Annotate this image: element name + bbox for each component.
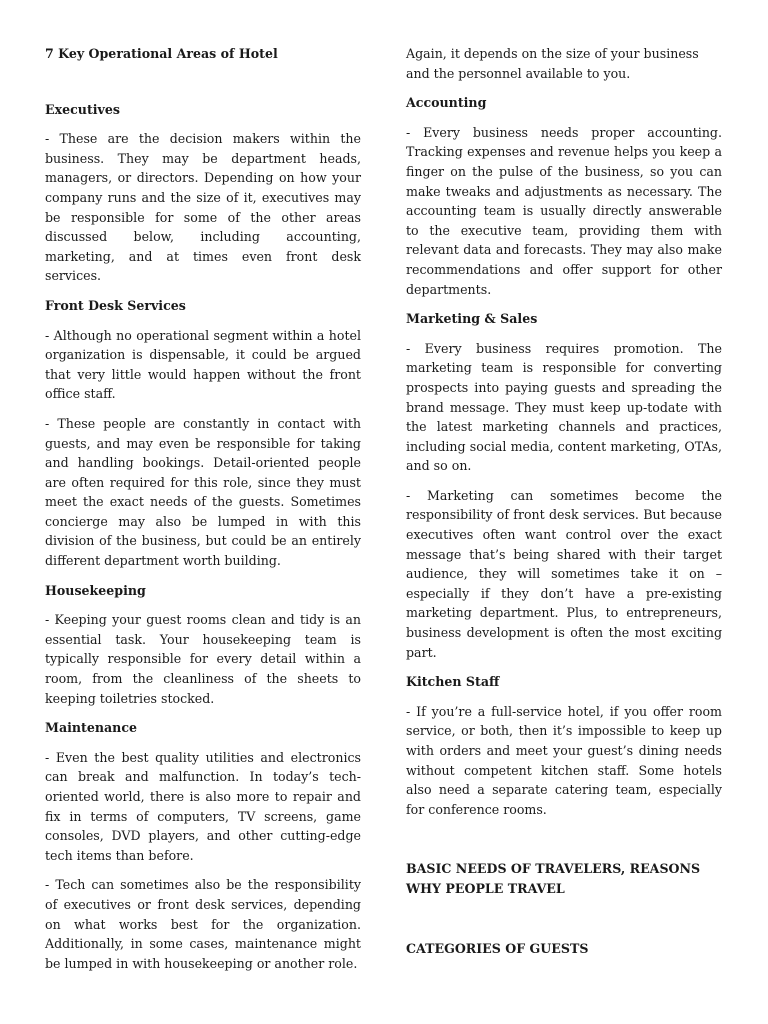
paragraph-maintenance-1: - Even the best quality utilities and electronics can break and malfunction. In today’s tech-oriented world, there is also more to repair and fix in terms of computers, TV screens, game consoles, DVD players, and other cutting-edge tech items than before. [45,749,361,863]
heading-housekeeping: Housekeeping [45,582,146,598]
paragraph-maintenance-2: - Tech can sometimes also be the responsibility of executives or front desk services, depending on what works best for the organization. Additionally, in some cases, maintenance might be lumped in with housekeeping or another role. [45,877,361,971]
heading-basic-needs: BASIC NEEDS OF TRAVELERS, REASONS WHY PEOPLE TRAVEL [406,861,701,896]
spacer [406,829,722,859]
paragraph-marketing-1: - Every business requires promotion. The marketing team is responsible for converting prospects into paying guests and spreading the brand message. They must keep up-todate with the latest marketing channels and practices, including social media, content marketing, OTAs, and so on. [406,340,722,474]
paragraph-executives: - These are the decision makers within the business. They may be department heads, managers, or directors. Depending on how your company runs and the size of it, executives may be responsible for some of the other areas discussed below, including accounting, marketing, and at times even front desk services. [45,131,361,284]
paragraph-continuation: Again, it depends on the size of your business and the personnel available to you. [406,46,699,81]
heading-marketing: Marketing & Sales [406,311,538,327]
heading-maintenance: Maintenance [45,720,138,736]
heading-front-desk: Front Desk Services [45,297,186,313]
paragraph-front-desk-2: - These people are constantly in contact with guests, and may even be responsible for taking and handling bookings. Detail-oriented people are often required for this role, since they must meet the exact needs of the guests. Sometimes concierge may also be lumped in with this division of the business, but could be an entirely different department worth building. [45,415,361,569]
paragraph-kitchen: - If you’re a full-service hotel, if you offer room service, or both, then it’s impossible to keep up with orders and meet your guest’s dining needs without competent kitchen staff. Some hotels also need a separate catering team, especially for conference rooms. [406,703,722,817]
heading-kitchen: Kitchen Staff [406,674,500,690]
left-column [45,44,361,983]
paragraph-housekeeping: - Keeping your guest rooms clean and tidy is an essential task. Your housekeeping team is typically responsible for every detail within a room, from the cleanliness of the sheets to keeping toiletries stocked. [45,612,361,706]
heading-executives: Executives [45,101,120,117]
document-title: 7 Key Operational Areas of Hotel [45,46,278,61]
paragraph-marketing-2: - Marketing can sometimes become the responsibility of front desk services. But because executives often want control over the exact message that’s being shared with their target audience, they will sometimes take it on – especially if they don’t have a pre-existing marketing department. Plus, to entrepreneurs, business development is often the most exciting part. [406,487,722,660]
right-column [406,44,722,958]
paragraph-front-desk-1: - Although no operational segment within a hotel organization is dispensable, it could be argued that very little would happen without the front office staff. [45,327,361,402]
heading-accounting: Accounting [406,95,487,111]
paragraph-accounting: - Every business needs proper accounting. Tracking expenses and revenue helps you keep a finger on the pulse of the business, so you can make tweaks and adjustments as necessary. The accounting team is usually directly answerable to the executive team, providing them with relevant data and forecasts. They may also make recommendations and offer support for other departments. [406,124,722,297]
heading-categories: CATEGORIES OF GUESTS [406,940,589,956]
spacer [406,899,722,939]
